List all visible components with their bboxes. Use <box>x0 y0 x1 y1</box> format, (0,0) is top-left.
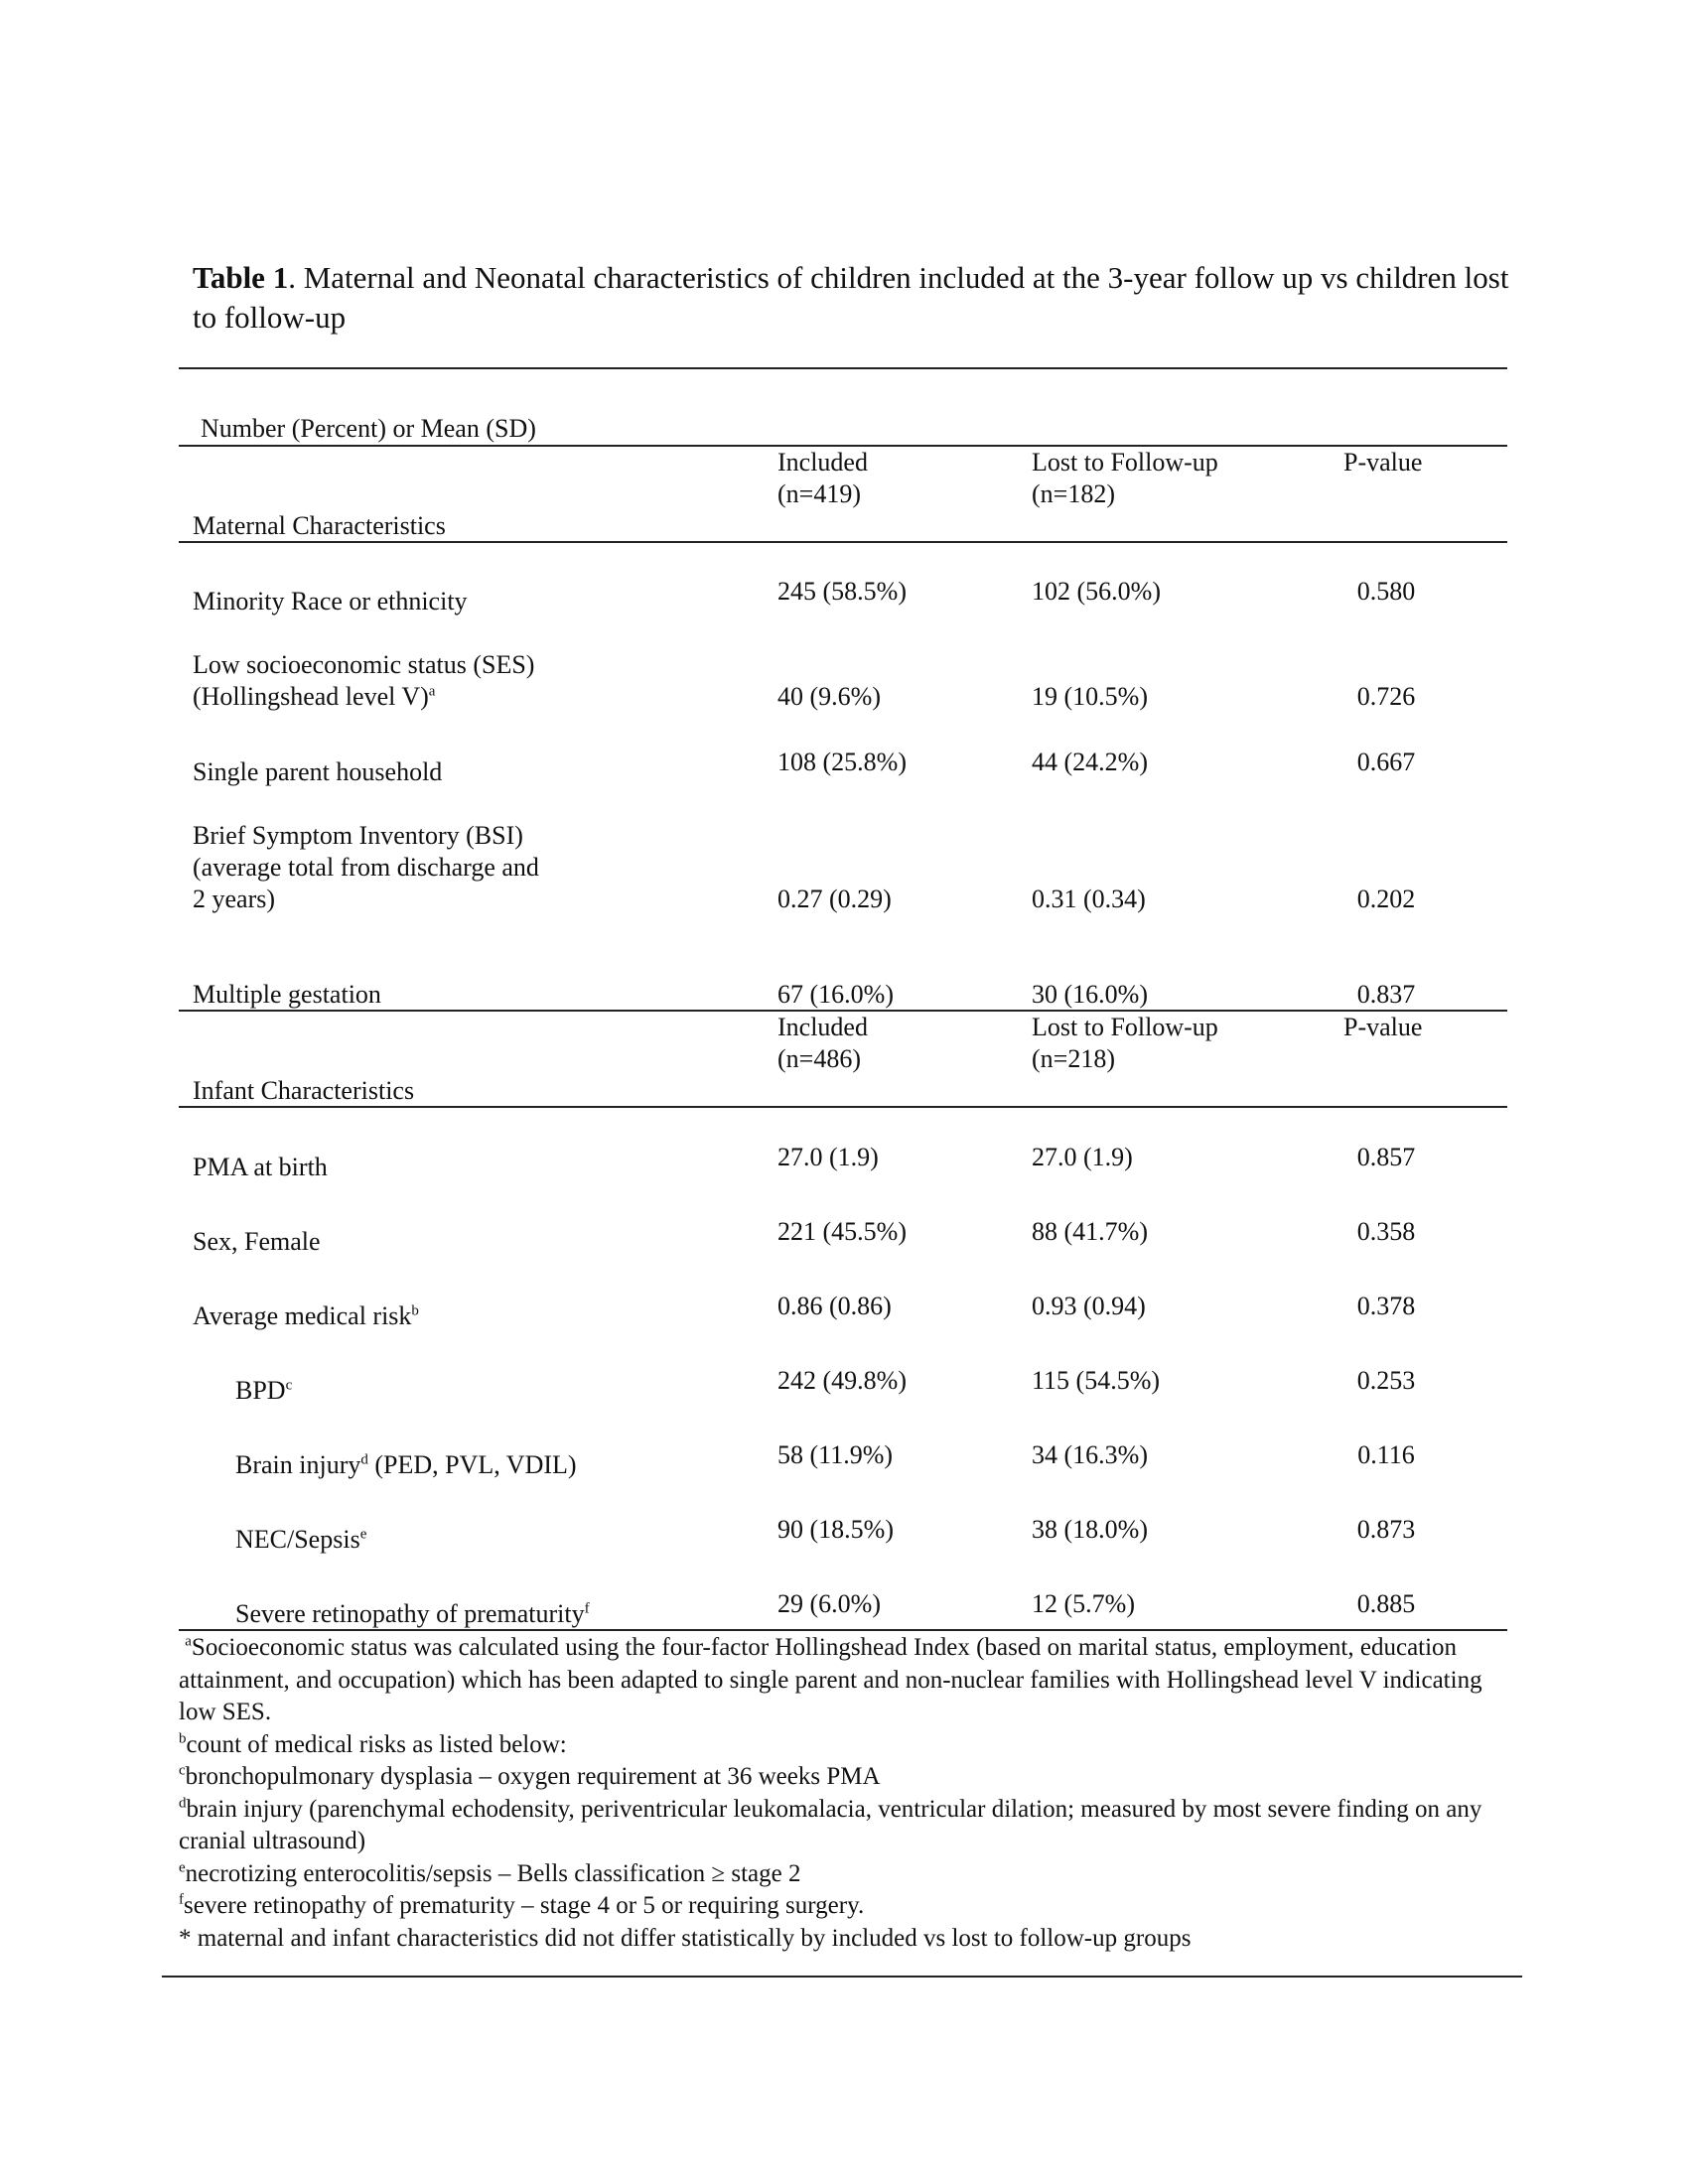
table-title <box>193 258 1513 338</box>
cell-lost: 88 (41.7%) <box>1032 1217 1148 1246</box>
row-label: Low socioeconomic status (SES) <box>193 650 535 679</box>
cell-lost: 0.93 (0.94) <box>1032 1292 1146 1320</box>
row-label: Multiple gestation <box>193 980 381 1009</box>
cell-lost: 38 (18.0%) <box>1032 1515 1148 1544</box>
cell-lost: 115 (54.5%) <box>1032 1366 1161 1395</box>
cell-included: 245 (58.5%) <box>777 577 907 606</box>
col-included-header: Included <box>777 1013 868 1041</box>
table-number: Table 1 <box>193 260 289 295</box>
footnote-mark: b <box>411 1302 419 1319</box>
cell-pvalue: 0.202 <box>1356 885 1416 913</box>
header-rule-bottom <box>179 541 1507 543</box>
cell-pvalue: 0.726 <box>1356 682 1416 711</box>
cell-lost: 34 (16.3%) <box>1032 1440 1148 1469</box>
footnote-mark: c <box>285 1377 293 1394</box>
row-label: Brain injury$^d$ (PED, PVL, VDIL) <box>235 1450 577 1479</box>
cell-pvalue: 0.885 <box>1356 1589 1416 1618</box>
row-label: PMA at birth <box>193 1153 328 1181</box>
row-label: Minority Race or ethnicity <box>193 587 468 615</box>
col-lost-n: (n=182) <box>1032 479 1115 508</box>
row-label: Sex, Female <box>193 1227 321 1256</box>
cell-lost: 12 (5.7%) <box>1032 1589 1135 1618</box>
footnote: $^f$severe retinopathy of prematurity – stage 4 or 5 or requiring surgery. <box>179 1891 865 1919</box>
col-lost-header: Lost to Follow-up <box>1032 1013 1218 1041</box>
cell-included: 27.0 (1.9) <box>777 1143 879 1171</box>
cell-pvalue: 0.857 <box>1356 1143 1416 1171</box>
cell-lost: 0.31 (0.34) <box>1032 885 1146 913</box>
row-label: NEC/Sepsis$^e$ <box>235 1525 367 1554</box>
cell-included: 58 (11.9%) <box>777 1440 894 1469</box>
section-maternal: Maternal Characteristics <box>193 511 446 540</box>
footnote-mark: d <box>360 1451 368 1468</box>
cell-pvalue: 0.253 <box>1356 1366 1416 1395</box>
cell-pvalue: 0.580 <box>1356 577 1416 606</box>
cell-included: 90 (18.5%) <box>777 1515 894 1544</box>
row-label: BPD$^c$ <box>235 1376 293 1405</box>
col-included-n: (n=486) <box>777 1044 861 1073</box>
cell-included: 108 (25.8%) <box>777 748 907 776</box>
footnote-mark: f <box>584 1600 590 1617</box>
row-label: Brief Symptom Inventory (BSI) <box>193 821 523 850</box>
col-pvalue-header: P-value <box>1343 448 1423 477</box>
cell-pvalue: 0.358 <box>1356 1217 1416 1246</box>
row-label: Single parent household <box>193 757 443 786</box>
infant-header-rule-bottom <box>179 1106 1507 1108</box>
row-label: (Hollingshead level V)$^a$ <box>193 682 436 711</box>
table-caption: Number (Percent) or Mean (SD) <box>201 414 536 443</box>
footnote: * maternal and infant characteristics did not differ statistically by included vs lost to follow-up groups <box>179 1924 1192 1952</box>
col-lost-header: Lost to Follow-up <box>1032 448 1218 477</box>
cell-pvalue: 0.116 <box>1357 1440 1415 1469</box>
section-infant: Infant Characteristics <box>193 1076 415 1105</box>
footnote: $^e$necrotizing enterocolitis/sepsis – Bells classification ≥ stage 2 <box>179 1859 801 1887</box>
footnote: $^c$bronchopulmonary dysplasia – oxygen requirement at 36 weeks PMA <box>179 1762 881 1790</box>
cell-included: 221 (45.5%) <box>777 1217 907 1246</box>
page-bottom-rule <box>162 1976 1522 1978</box>
footnote: $^d$brain injury (parenchymal echodensity, periventricular leukomalacia, ventricular dilation; measured by most severe finding on any cranial ultrasound) <box>179 1795 1482 1854</box>
cell-included: 242 (49.8%) <box>777 1366 907 1395</box>
row-label: Severe retinopathy of prematurity$^f$ <box>235 1599 590 1628</box>
cell-included: 0.86 (0.86) <box>777 1292 892 1320</box>
footnote: $^b$count of medical risks as listed below: <box>179 1730 567 1758</box>
col-pvalue-header: P-value <box>1343 1013 1423 1041</box>
col-lost-n: (n=218) <box>1032 1044 1115 1073</box>
table-title-text: . Maternal and Neonatal characteristics of children included at the 3-year follow up vs children lost to follow-up <box>193 260 1509 335</box>
footnote-mark: a <box>428 683 436 700</box>
col-included-n: (n=419) <box>777 479 861 508</box>
cell-lost: 102 (56.0%) <box>1032 577 1161 606</box>
cell-pvalue: 0.837 <box>1356 980 1416 1009</box>
cell-lost: 30 (16.0%) <box>1032 980 1148 1009</box>
row-label: Average medical risk$^b$ <box>193 1301 419 1330</box>
col-included-header: Included <box>777 448 868 477</box>
cell-included: 0.27 (0.29) <box>777 885 892 913</box>
cell-lost: 44 (24.2%) <box>1032 748 1148 776</box>
top-rule <box>179 367 1507 369</box>
cell-included: 67 (16.0%) <box>777 980 894 1009</box>
cell-lost: 27.0 (1.9) <box>1032 1143 1133 1171</box>
row-label: (average total from discharge and <box>193 853 539 882</box>
cell-included: 29 (6.0%) <box>777 1589 881 1618</box>
cell-pvalue: 0.378 <box>1356 1292 1416 1320</box>
cell-lost: 19 (10.5%) <box>1032 682 1148 711</box>
row-label: 2 years) <box>193 885 276 913</box>
footnote-mark: e <box>359 1526 367 1543</box>
cell-pvalue: 0.667 <box>1356 748 1416 776</box>
footnote: $^a$Socioeconomic status was calculated using the four-factor Hollingshead Index (based on marital status, employment, education attainment, and occupation) which has been adapted to single parent and non-nuclear families with Hollingshead level V indicating low SES. <box>179 1633 1482 1725</box>
cell-included: 40 (9.6%) <box>777 682 881 711</box>
cell-pvalue: 0.873 <box>1356 1515 1416 1544</box>
table-bottom-rule <box>179 1629 1507 1631</box>
footnotes <box>179 1632 1499 1955</box>
